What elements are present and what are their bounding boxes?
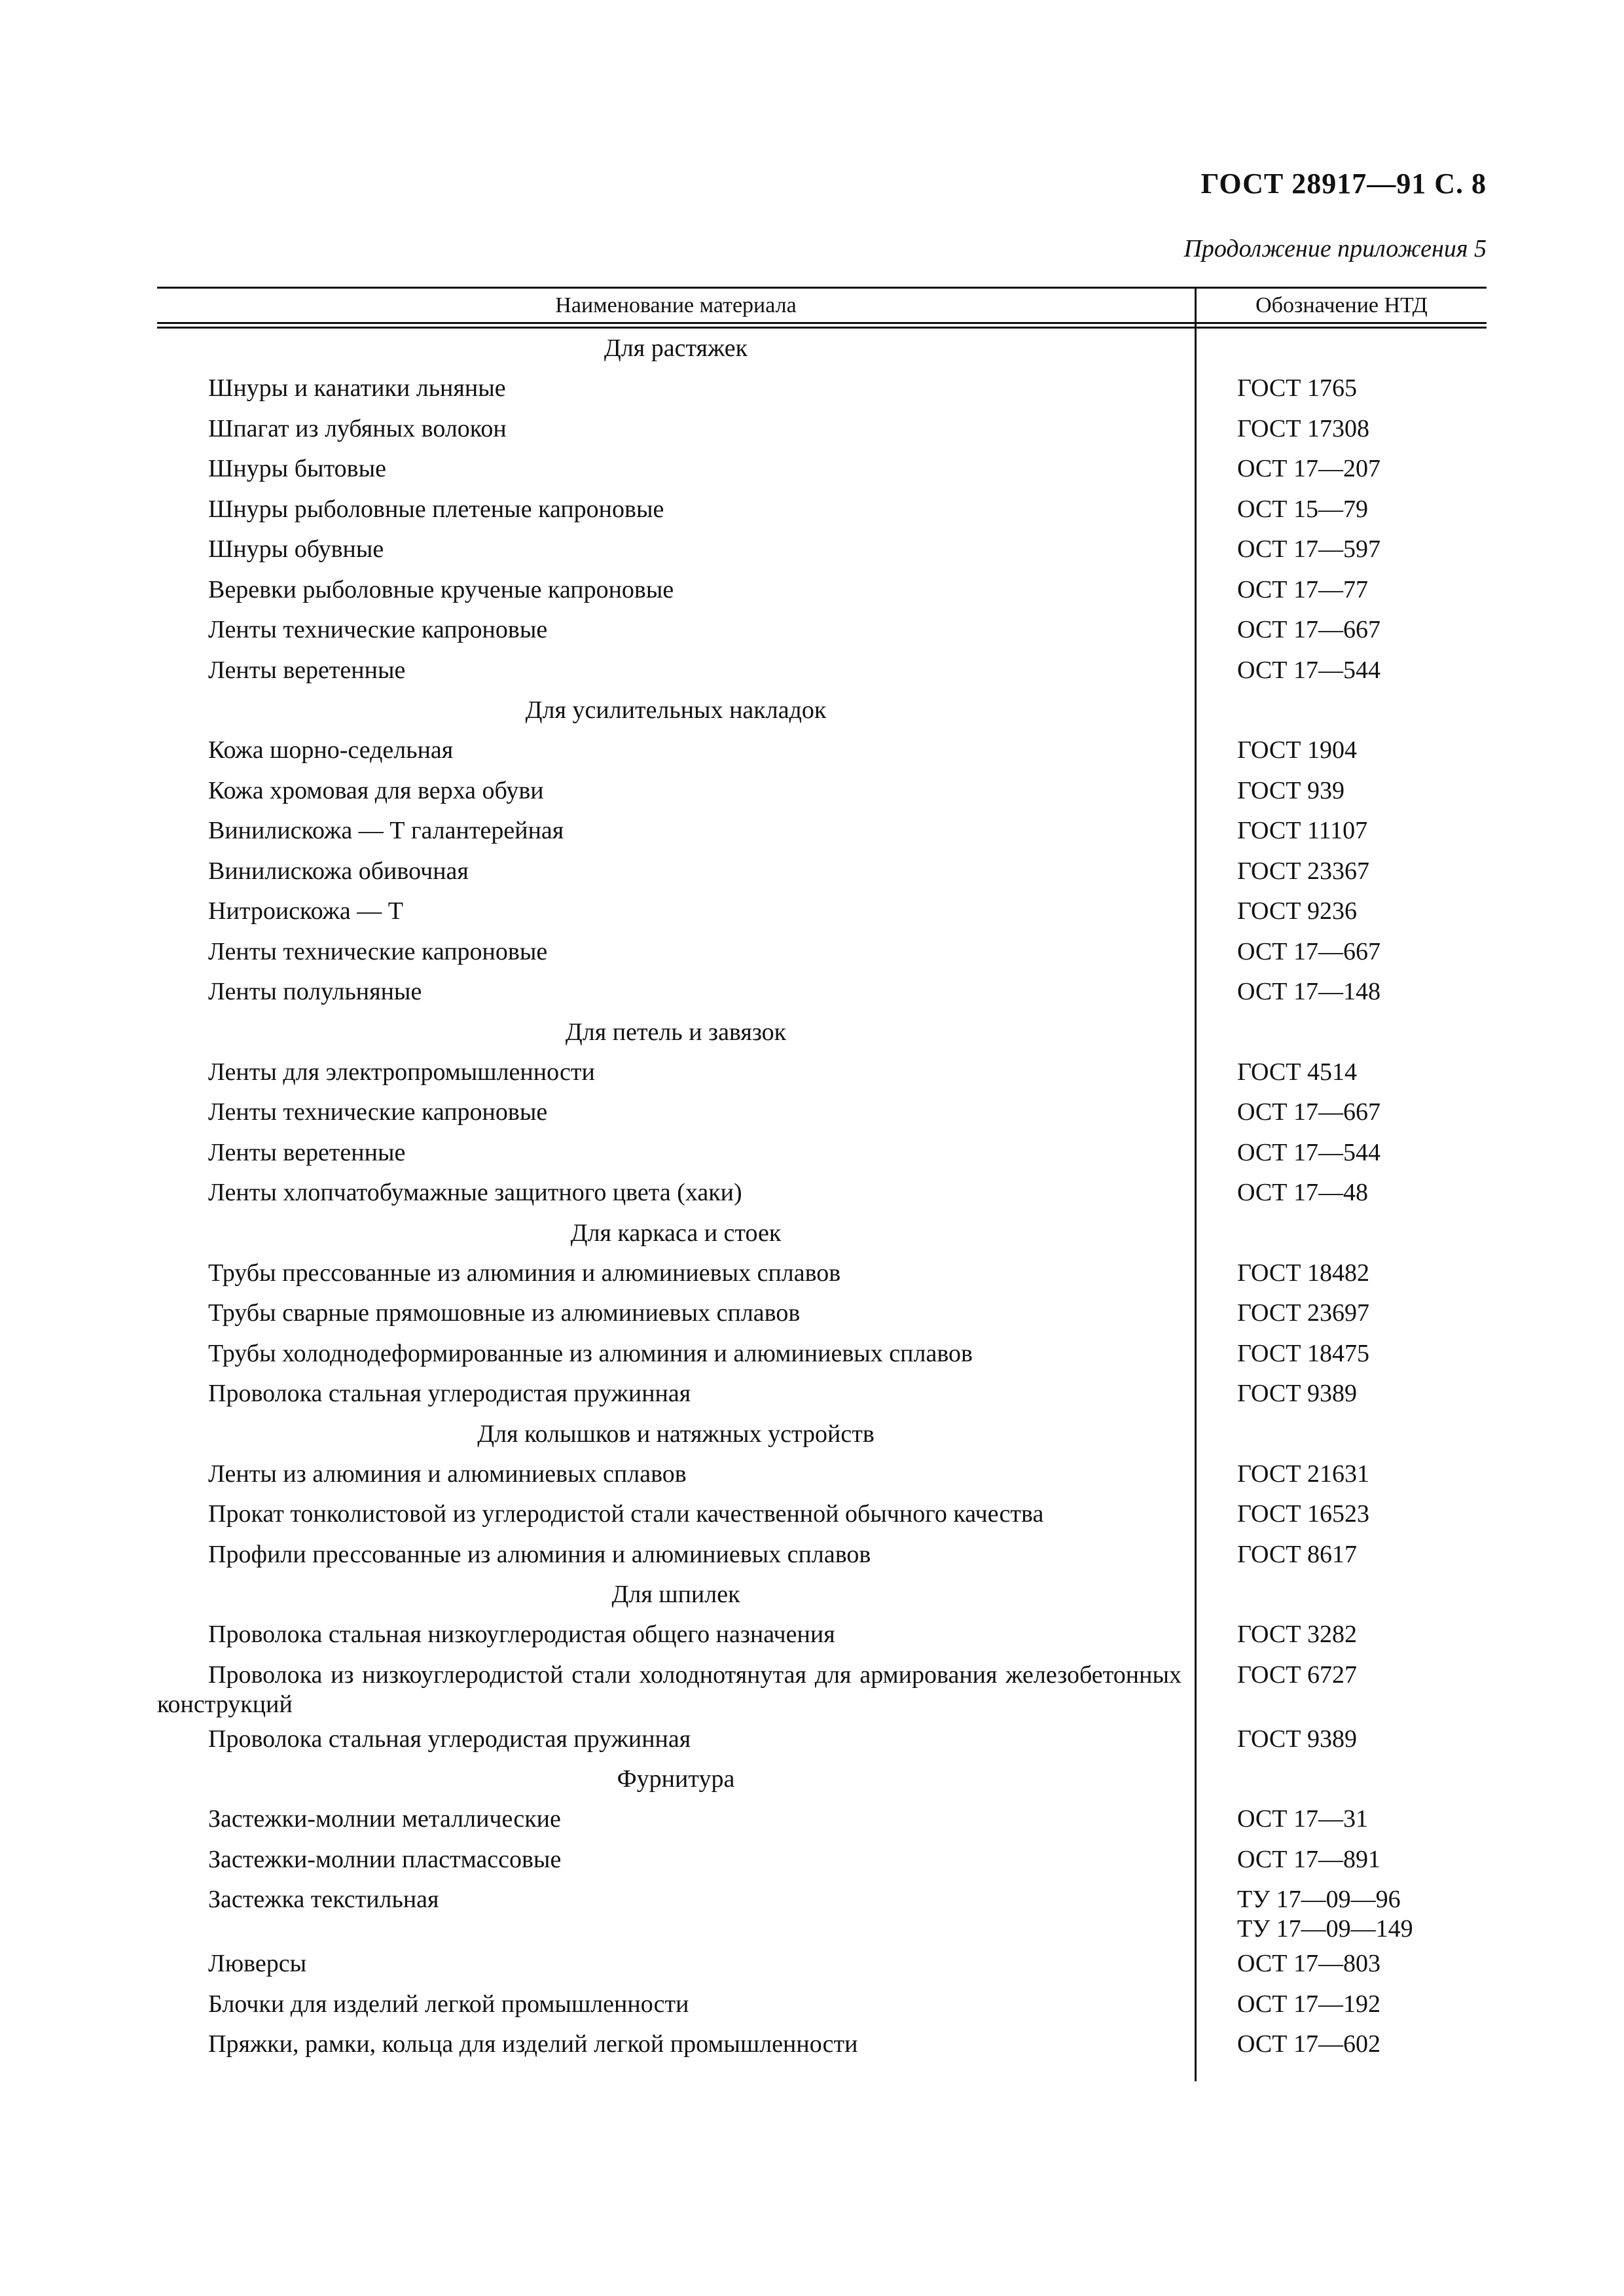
material-name: Ленты веретенные (208, 656, 406, 684)
ntd-designation: ГОСТ 9236 (1237, 897, 1357, 925)
column-header-material: Наименование материала (555, 293, 797, 317)
ntd-designation: ОСТ 17—48 (1237, 1179, 1368, 1206)
material-name: Ленты веретенные (208, 1138, 406, 1166)
ntd-designation: ГОСТ 11107 (1237, 817, 1368, 844)
material-name: Проволока стальная углеродистая пружинная (208, 1380, 691, 1407)
ntd-designation: ГОСТ 1904 (1237, 736, 1357, 764)
ntd-designation: ОСТ 17—667 (1237, 937, 1380, 965)
ntd-designation: ОСТ 17—77 (1237, 575, 1368, 603)
table-row (157, 1880, 1487, 1944)
column-header-ntd: Обозначение НТД (1255, 293, 1428, 317)
material-name: Ленты технические капроновые (208, 1098, 548, 1126)
material-name: Винилискожа обивочная (208, 857, 469, 885)
table-row (157, 409, 1487, 450)
page-header-doc-id: ГОСТ 28917—91 С. 8 (1200, 168, 1487, 200)
table-row (157, 1535, 1487, 1575)
continuation-note: Продолжение приложения 5 (1183, 235, 1487, 262)
table-row (157, 771, 1487, 812)
table-row (157, 891, 1487, 932)
table-row (157, 1840, 1487, 1880)
material-name: Трубы холоднодеформированные из алюминия и алюминиевых сплавов (208, 1339, 973, 1367)
material-name: Проволока стальная углеродистая пружинная (208, 1725, 691, 1753)
ntd-designation: ГОСТ 939 (1237, 776, 1344, 804)
ntd-designation: ГОСТ 17308 (1237, 414, 1369, 442)
table-body (157, 329, 1487, 2065)
ntd-designation: ГОСТ 21631 (1237, 1460, 1369, 1488)
material-name: Шнуры и канатики льняные (208, 374, 506, 402)
table-row (157, 1133, 1487, 1174)
ntd-designation: ГОСТ 9389 (1237, 1380, 1357, 1407)
section-title: Для растяжек (604, 334, 748, 362)
ntd-designation: ОСТ 17—207 (1237, 455, 1380, 482)
ntd-designation: ГОСТ 3282 (1237, 1621, 1357, 1648)
table-row (157, 1494, 1487, 1535)
ntd-designation: ГОСТ 16523 (1237, 1500, 1369, 1528)
material-name: Ленты полульняные (208, 978, 422, 1005)
material-name: Ленты технические капроновые (208, 937, 548, 965)
material-name: Застежки-молнии пластмассовые (208, 1845, 562, 1873)
table-row (157, 1719, 1487, 1760)
table-row (157, 1052, 1487, 1093)
ntd-designation: ОСТ 17—148 (1237, 978, 1380, 1005)
material-name: Проволока из низкоуглеродистой стали холоднотянутая для армирования железобетонных конструкций (157, 1660, 1182, 1718)
table-row (157, 1334, 1487, 1374)
ntd-designation: ТУ 17—09—96 ТУ 17—09—149 (1237, 1886, 1413, 1943)
material-name: Прокат тонколистовой из углеродистой стали качественной обычного качества (208, 1500, 1044, 1528)
table-row (157, 730, 1487, 771)
table-row (157, 811, 1487, 852)
ntd-designation: ОСТ 15—79 (1237, 495, 1368, 523)
material-name: Винилискожа — Т галантерейная (208, 817, 564, 844)
header-rule (157, 322, 1487, 324)
material-name: Кожа хромовая для верха обуви (208, 776, 544, 804)
material-name: Нитроискожа — Т (208, 897, 403, 925)
section-title: Фурнитура (617, 1765, 735, 1793)
table-row (157, 1092, 1487, 1133)
material-name: Кожа шорно-седельная (208, 736, 454, 764)
table-row (157, 852, 1487, 892)
table-row (157, 1984, 1487, 2025)
ntd-designation: ГОСТ 23367 (1237, 857, 1369, 885)
material-name: Ленты для электропромышленности (208, 1058, 595, 1086)
ntd-designation: ОСТ 17—803 (1237, 1950, 1380, 1977)
material-name: Шнуры бытовые (208, 455, 387, 482)
table-row (157, 1293, 1487, 1334)
table-row (157, 490, 1487, 530)
table-row (157, 368, 1487, 409)
section-title: Для каркаса и стоек (570, 1219, 782, 1247)
material-name: Шнуры рыболовные плетеные капроновые (208, 495, 664, 523)
material-name: Шпагат из лубяных волокон (208, 414, 507, 442)
table-row (157, 1615, 1487, 1655)
section-title: Для колышков и натяжных устройств (477, 1420, 875, 1448)
material-name: Веревки рыболовные крученые капроновые (208, 575, 674, 603)
ntd-designation: ГОСТ 1765 (1237, 374, 1357, 402)
ntd-designation: ОСТ 17—667 (1237, 1098, 1380, 1126)
table-row (157, 1374, 1487, 1414)
ntd-designation: ГОСТ 6727 (1237, 1660, 1357, 1689)
ntd-designation: ГОСТ 18475 (1237, 1339, 1369, 1367)
table-row (157, 1799, 1487, 1840)
table-row (157, 1655, 1487, 1719)
table-row (157, 570, 1487, 611)
material-name: Ленты хлопчатобумажные защитного цвета (хаки) (208, 1179, 742, 1206)
table-row (157, 651, 1487, 691)
ntd-designation: ОСТ 17—667 (1237, 616, 1380, 643)
ntd-designation: ОСТ 17—597 (1237, 535, 1380, 563)
material-name: Блочки для изделий легкой промышленности (208, 1990, 689, 2018)
ntd-designation: ГОСТ 23697 (1237, 1299, 1369, 1327)
table-row (157, 1173, 1487, 1213)
table-row (157, 610, 1487, 651)
ntd-designation: ОСТ 17—602 (1237, 2030, 1380, 2058)
table-row (157, 1253, 1487, 1294)
table-row (157, 529, 1487, 570)
ntd-designation: ОСТ 17—544 (1237, 656, 1380, 684)
material-name: Трубы прессованные из алюминия и алюминиевых сплавов (208, 1259, 841, 1287)
material-name: Застежки-молнии металлические (208, 1805, 561, 1833)
ntd-designation: ГОСТ 4514 (1237, 1058, 1357, 1086)
ntd-designation: ГОСТ 18482 (1237, 1259, 1369, 1287)
ntd-designation: ГОСТ 8617 (1237, 1540, 1357, 1568)
material-name: Пряжки, рамки, кольца для изделий легкой промышленности (208, 2030, 858, 2058)
ntd-designation: ОСТ 17—891 (1237, 1845, 1380, 1873)
section-title: Для шпилек (611, 1581, 740, 1608)
material-name: Ленты технические капроновые (208, 616, 548, 643)
material-name: Застежка текстильная (208, 1886, 439, 1913)
material-name: Профили прессованные из алюминия и алюминиевых сплавов (208, 1540, 871, 1568)
section-title: Для усилительных накладок (525, 696, 827, 724)
table-row (157, 449, 1487, 490)
table-row (157, 932, 1487, 973)
ntd-designation: ОСТ 17—192 (1237, 1990, 1380, 2018)
ntd-designation: ОСТ 17—31 (1237, 1805, 1368, 1833)
ntd-designation: ГОСТ 9389 (1237, 1725, 1357, 1753)
ntd-designation: ОСТ 17—544 (1237, 1138, 1380, 1166)
table-row (157, 2024, 1487, 2065)
material-name: Ленты из алюминия и алюминиевых сплавов (208, 1460, 687, 1488)
section-title: Для петель и завязок (565, 1018, 787, 1046)
table-row (157, 1454, 1487, 1495)
table-row (157, 972, 1487, 1013)
material-name: Трубы сварные прямошовные из алюминиевых сплавов (208, 1299, 801, 1327)
table-top-rule (157, 287, 1487, 289)
material-name: Шнуры обувные (208, 535, 384, 563)
material-name: Люверсы (208, 1950, 307, 1977)
material-name: Проволока стальная низкоуглеродистая общего назначения (208, 1621, 835, 1648)
table-row (157, 1944, 1487, 1984)
